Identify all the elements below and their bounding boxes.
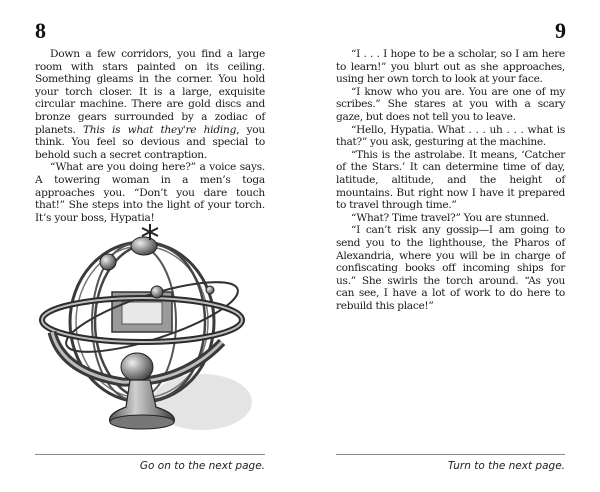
paragraph: “What are you doing here?” a voice says. A towering woman in a men’s toga approaches you. “Don’t you dare touch that!” She steps into the light of your torch. It’s your boss, Hypatia! bbox=[35, 161, 265, 224]
body-text bbox=[35, 48, 265, 224]
page-number: 9 bbox=[555, 18, 566, 43]
paragraph: “Hello, Hypatia. What . . . uh . . . what is that?” you ask, gesturing at the machine. bbox=[336, 123, 565, 149]
footer-divider bbox=[35, 454, 265, 455]
paragraph: “What? Time travel?” You are stunned. bbox=[351, 211, 550, 224]
right-page bbox=[300, 0, 600, 492]
paragraph: “I . . . I hope to be a scholar, so I am here to learn!” you blurt out as she approaches, using her own torch to look at your face. bbox=[336, 48, 565, 86]
paragraph: Down a few corridors, you find a large room with stars painted on its ceiling. Something gleams in the corner. You hold your torch closer. It is a large, exquisite circular machine. There are gold discs and bronze gears surrounded by a zodiac of planets. This is what they're hiding, you think. You feel so devious and special to behold such a secret contraption. bbox=[35, 48, 265, 161]
astrolabe-illustration bbox=[22, 222, 262, 442]
footer-instruction: Go on to the next page. bbox=[139, 460, 265, 472]
paragraph: “This is the astrolabe. It means, ‘Catcher of the Stars.’ It can determine time of day, latitude, altitude, and the height of mountains. But right now I have it prepared to travel through time.” bbox=[336, 148, 565, 212]
italic-thought: This is what they're hiding bbox=[82, 123, 237, 136]
paragraph: “I know who you are. You are one of my scribes.” She stares at you with a scary gaze, but does not tell you to leave. bbox=[336, 85, 565, 123]
footer-instruction: Turn to the next page. bbox=[447, 460, 565, 472]
page-number: 8 bbox=[35, 18, 46, 43]
footer-divider bbox=[336, 454, 565, 455]
body-text bbox=[336, 48, 565, 312]
paragraph: “I can’t risk any gossip—I am going to send you to the lighthouse, the Pharos of Alexandria, where you will be in charge of confiscating books off incoming ships for us.” She swirls the torch around. “As you can see, I have a lot of work to do here to rebuild this place!” bbox=[336, 224, 565, 312]
